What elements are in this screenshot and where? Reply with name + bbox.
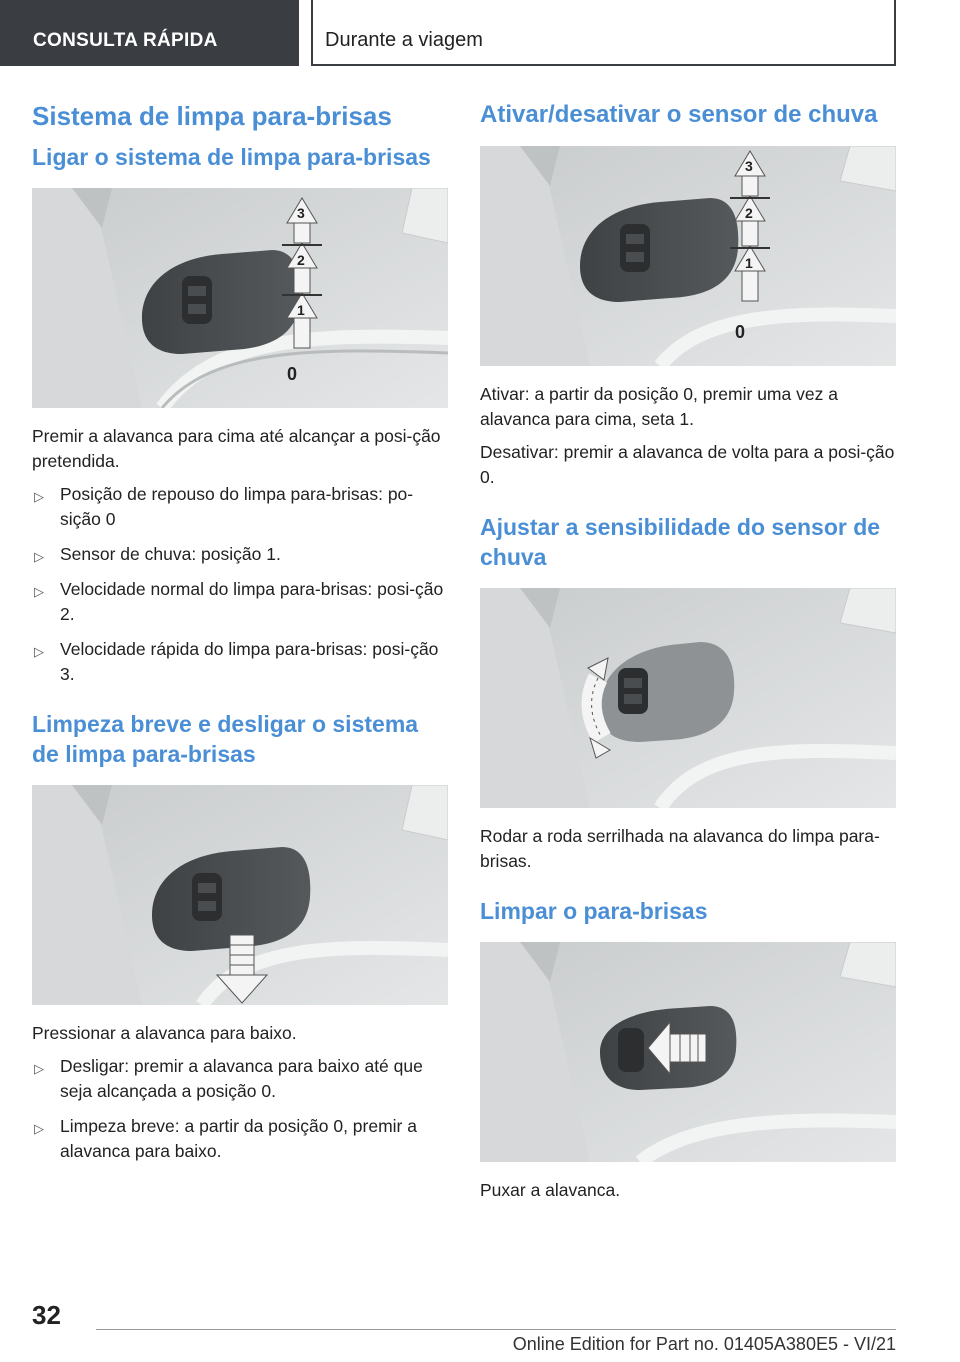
list-item: ▷ Posição de repouso do limpa para-brisas: po-sição 0 (34, 484, 414, 529)
triangle-bullet-icon: ▷ (34, 1061, 44, 1076)
position-label-2: 2 (745, 205, 753, 221)
position-label-0: 0 (287, 364, 298, 384)
position-label-3: 3 (297, 205, 305, 221)
subsection-title-switch-on: Ligar o sistema de limpa para-brisas (32, 144, 431, 170)
rain-sensor-activate: Ativar: a partir da posição 0, premir uma vez a alavanca para cima, seta 1. (480, 384, 838, 429)
subsection-title-clean-windscreen: Limpar o para-brisas (480, 898, 708, 924)
triangle-bullet-icon: ▷ (34, 1121, 44, 1136)
switch-on-list (32, 482, 448, 687)
edition-note: Online Edition for Part no. 01405A380E5 - VI/21 (512, 1334, 896, 1354)
section-tab: CONSULTA RÁPIDA (0, 0, 299, 66)
list-item: ▷ Velocidade normal do limpa para-brisas: posi-ção 2. (34, 579, 444, 624)
list-item: ▷ Velocidade rápida do limpa para-brisas: posi-ção 3. (34, 639, 439, 684)
clean-windscreen-text: Puxar a alavanca. (480, 1180, 621, 1200)
page-header (0, 0, 960, 66)
subsection-title-brief-wipe: Limpeza breve e desligar o sistema de limpa para-brisas (32, 711, 419, 767)
rain-sensor-deactivate: Desativar: premir a alavanca de volta para a posi-ção 0. (480, 442, 895, 487)
triangle-bullet-icon: ▷ (34, 549, 44, 564)
position-label-3: 3 (745, 158, 753, 174)
switch-on-intro: Premir a alavanca para cima até alcançar a posi-ção pretendida. (32, 426, 441, 471)
subsection-title-rain-sensor: Ativar/desativar o sensor de chuva (480, 101, 878, 128)
figure-lever-down (32, 785, 448, 1005)
list-item: ▷ Desligar: premir a alavanca para baixo até que seja alcançada a posição 0. (34, 1056, 423, 1101)
position-label-0: 0 (735, 322, 746, 342)
list-item: ▷ Sensor de chuva: posição 1. (32, 542, 448, 567)
brief-wipe-list (32, 1054, 448, 1164)
list-item: ▷ Limpeza breve: a partir da posição 0, premir a alavanca para baixo. (34, 1116, 417, 1161)
triangle-bullet-icon: ▷ (34, 644, 44, 659)
brief-wipe-intro: Pressionar a alavanca para baixo. (32, 1023, 297, 1043)
left-column (32, 100, 448, 1174)
section-title: Sistema de limpa para-brisas (32, 101, 392, 131)
position-label-2: 2 (297, 252, 305, 268)
right-column (480, 100, 896, 1211)
triangle-bullet-icon: ▷ (34, 584, 44, 599)
chapter-title: Durante a viagem (311, 0, 896, 66)
subsection-title-sensitivity: Ajustar a sensibilidade do sensor de chuva (480, 514, 881, 570)
position-label-1: 1 (745, 255, 753, 271)
page-number: 32 (32, 1300, 61, 1330)
figure-rain-sensor-lever (480, 146, 896, 366)
figure-knurled-wheel (480, 588, 896, 808)
triangle-bullet-icon: ▷ (34, 489, 44, 504)
position-label-1: 1 (297, 302, 305, 318)
sensitivity-text: Rodar a roda serrilhada na alavanca do limpa para-brisas. (480, 826, 880, 871)
figure-lever-pull (480, 942, 896, 1162)
footer-divider (96, 1329, 896, 1330)
figure-lever-positions (32, 188, 448, 408)
